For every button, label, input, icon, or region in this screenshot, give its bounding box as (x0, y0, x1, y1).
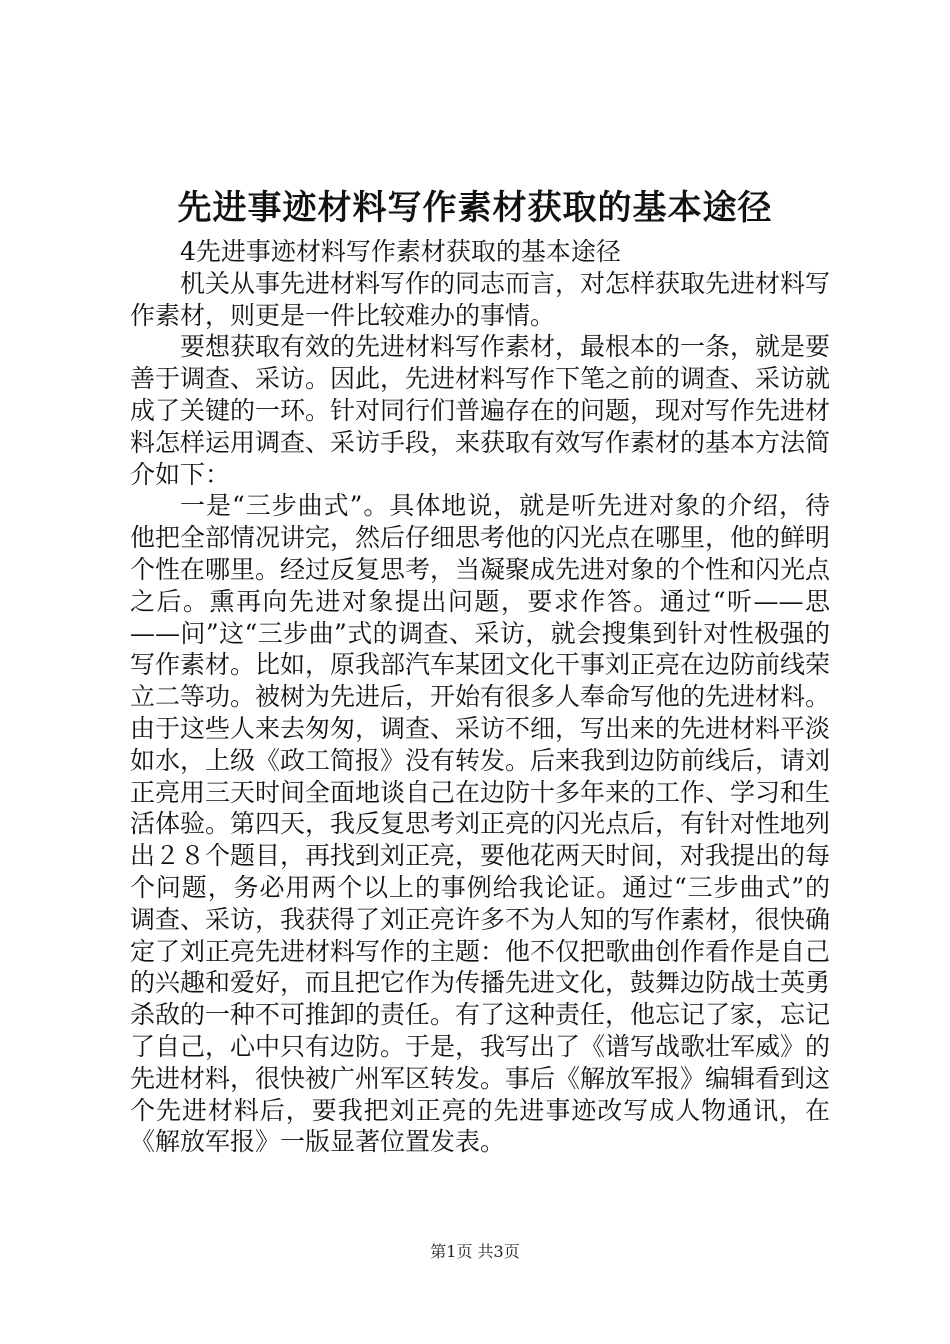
body-paragraph: 机关从事先进材料写作的同志而言，对怎样获取先进材料写作素材，则更是一件比较难办的事情。 (130, 268, 831, 330)
document-title: 先进事迹材料写作素材获取的基本途径 (177, 188, 773, 228)
body-paragraph: 一是“三步曲式”。具体地说，就是听先进对象的介绍，待他把全部情况讲完，然后仔细思考他的闪光点在哪里，他的鲜明个性在哪里。经过反复思考，当凝聚成先进对象的个性和闪光点之后。熏再向先进对象提出问题，要求作答。通过“听——思——问”这“三步曲”式的调查、采访，就会搜集到针对性极强的写作素材。比如，原我部汽车某团文化干事刘正亮在边防前线荣立二等功。被树为先进后，开始有很多人奉命写他的先进材料。由于这些人来去匆匆，调查、采访不细，写出来的先进材料平淡如水，上级《政工简报》没有转发。后来我到边防前线后，请刘正亮用三天时间全面地谈自己在边防十多年来的工作、学习和生活体验。第四天，我反复思考刘正亮的闪光点后，有针对性地列出２８个题目，再找到刘正亮，要他花两天时间，对我提出的每个问题，务必用两个以上的事例给我论证。通过“三步曲式”的调查、采访，我获得了刘正亮许多不为人知的写作素材，很快确定了刘正亮先进材料写作的主题：他不仅把歌曲创作看作是自己的兴趣和爱好，而且把它作为传播先进文化，鼓舞边防战士英勇杀敌的一种不可推卸的责任。有了这种责任，他忘记了家，忘记了自己，心中只有边防。于是，我写出了《谱写战歌壮军威》的先进材料，很快被广州军区转发。事后《解放军报》编辑看到这个先进材料后，要我把刘正亮的先进事迹改写成人物通讯，在《解放军报》一版显著位置发表。 (130, 491, 831, 1157)
document-body (130, 236, 830, 1158)
body-paragraph: 要想获取有效的先进材料写作素材，最根本的一条，就是要善于调查、采访。因此，先进材料写作下笔之前的调查、采访就成了关键的一环。针对同行们普遍存在的问题，现对写作先进材料怎样运用调查、采访手段，来获取有效写作素材的基本方法简介如下： (130, 332, 831, 489)
page-number-footer: 第1页 共3页 (430, 1242, 520, 1261)
subtitle-paragraph: 4先进事迹材料写作素材获取的基本途径 (180, 237, 621, 266)
